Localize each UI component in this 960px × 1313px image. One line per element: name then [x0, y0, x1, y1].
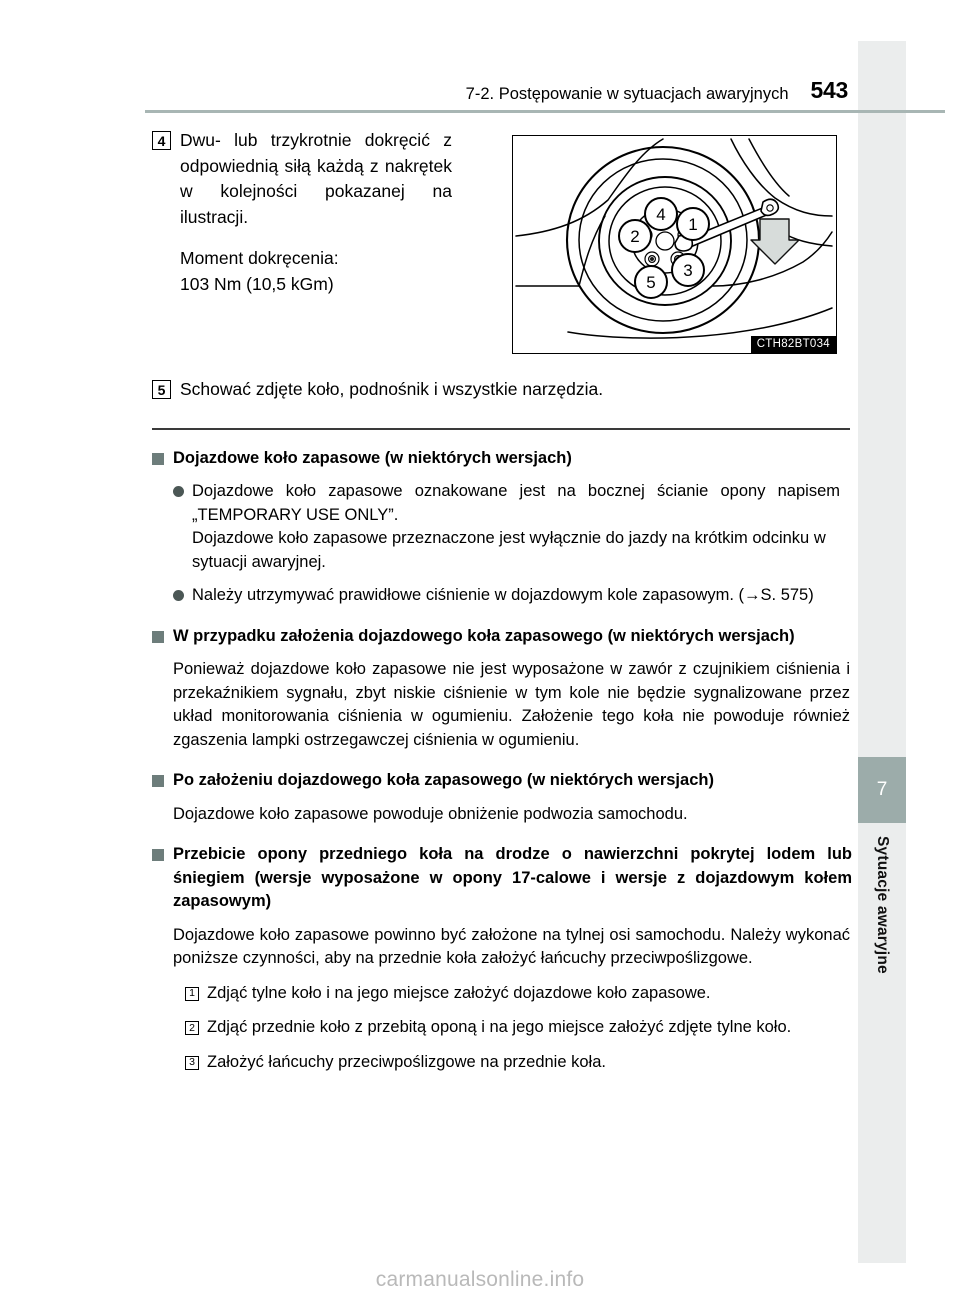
substep-3 — [185, 1051, 852, 1075]
step-4-text: Dwu- lub trzykrotnie dokręcić z odpowiednią siłą każdą z nakrętek w kolejności pokazanej na ilustracji. — [180, 130, 452, 227]
substep-2-text: Zdjąć przednie koło z przebitą oponą i na jego miejsce założyć zdjęte tylne koło. — [207, 1018, 792, 1036]
torque-label: Moment dokręcenia: — [180, 248, 339, 268]
substep-1-text: Zdjąć tylne koło i na jego miejsce założyć dojazdowe koło zapasowe. — [207, 983, 711, 1002]
svg-text:1: 1 — [688, 215, 698, 234]
step-5-body — [180, 377, 852, 403]
section-heading-4-text: Przebicie opony przedniego koła na drodze o nawierzchni pokrytej lodem lub śniegiem (wersje wyposażone w opony 17-calowe i wersje z dojazdowym kołem zapasowym) — [173, 845, 852, 910]
step-4-row — [152, 128, 852, 360]
svg-text:3: 3 — [683, 261, 693, 280]
substep-number-badge: 3 — [185, 1056, 199, 1070]
bullet-body — [192, 480, 852, 574]
substep-number-badge: 1 — [185, 987, 199, 1001]
step-5-text: Schować zdjęte koło, podnośnik i wszystkie narzędzia. — [180, 379, 604, 399]
step-4 — [152, 128, 452, 297]
substep-3-text: Założyć łańcuchy przeciwpoślizgowe na przednie koła. — [207, 1052, 606, 1071]
step-5 — [152, 377, 852, 403]
svg-text:5: 5 — [646, 273, 656, 292]
header-divider — [145, 110, 945, 113]
bullet-item — [173, 584, 852, 608]
page-number: 543 — [810, 77, 848, 103]
section-3-paragraph: Dojazdowe koło zapasowe powoduje obniżenie podwozia samochodu. — [173, 804, 688, 823]
chapter-label-text: Sytuacje awaryjne — [874, 836, 891, 974]
step-number-badge: 5 — [152, 380, 171, 399]
square-marker-icon — [152, 631, 164, 643]
section-heading-1-text: Dojazdowe koło zapasowe (w niektórych wersjach) — [173, 448, 572, 467]
torque-value: 103 Nm (10,5 kGm) — [180, 273, 334, 294]
substep-number-badge: 2 — [185, 1021, 199, 1035]
torque-block — [180, 246, 452, 297]
square-marker-icon — [152, 849, 164, 861]
section-heading-3-text: Po założeniu dojazdowego koła zapasowego (w niektórych wersjach) — [173, 771, 714, 789]
svg-text:2: 2 — [630, 227, 640, 246]
wheel-illustration-svg — [513, 136, 835, 352]
section-2-paragraph: Ponieważ dojazdowe koło zapasowe nie jest wyposażone w zawór z czujnikiem ciśnienia i przekaźnikiem sygnału, zbyt niskie ciśnienie w tym kole nie będzie sygnalizowane przez układ monitorowania ciśnienia w ogumieniu. Założenie tego koła nie powoduje również zgaszenia lampki ostrzegawczej ciśnienia w ogumieniu. — [173, 660, 850, 749]
substep-2 — [185, 1016, 852, 1040]
step-number-badge: 4 — [152, 131, 171, 150]
square-marker-icon — [152, 775, 164, 787]
bullet-dot-icon — [173, 486, 184, 497]
section-divider — [152, 428, 850, 430]
wheel-tightening-figure — [512, 135, 837, 354]
step-4-body — [180, 128, 452, 297]
substep-1 — [185, 982, 852, 1006]
section-heading-2 — [152, 625, 852, 649]
bullet-text: Dojazdowe koło zapasowe oznakowane jest na bocznej ścianie opony napisem „TEMPORARY USE ONLY”. — [192, 482, 840, 524]
chapter-label — [858, 830, 906, 1130]
bullet-text: Należy utrzymywać prawidłowe ciśnienie w dojazdowym kole zapasowym. (→S. 575) — [192, 586, 814, 604]
site-watermark: carmanualsonline.info — [375, 1268, 585, 1291]
section-heading-2-text: W przypadku założenia dojazdowego koła zapasowego (w niektórych wersjach) — [173, 626, 795, 645]
section-heading-1 — [152, 447, 852, 471]
square-marker-icon — [152, 453, 164, 465]
chapter-number: 7 — [876, 779, 888, 800]
figure-caption: CTH82BT034 — [751, 336, 836, 353]
section-4-paragraph: Dojazdowe koło zapasowe powinno być założone na tylnej osi samochodu. Należy wykonać poniższe czynności, aby na przednie koła założyć łańcuchy przeciwpoślizgowe. — [173, 925, 850, 967]
bullet-item — [173, 480, 852, 574]
section-title: 7-2. Postępowanie w sytuacjach awaryjnych — [465, 84, 789, 103]
svg-text:4: 4 — [656, 205, 666, 224]
bullet-extra-text: Dojazdowe koło zapasowe przeznaczone jest wyłącznie do jazdy na krótkim odcinku w sytuacji awaryjnej. — [192, 529, 826, 571]
bullet-dot-icon — [173, 590, 184, 601]
section-heading-4 — [152, 843, 852, 914]
page-header — [0, 72, 858, 102]
chapter-tab — [858, 757, 906, 823]
section-heading-3 — [152, 769, 852, 793]
page-content — [152, 128, 852, 1074]
